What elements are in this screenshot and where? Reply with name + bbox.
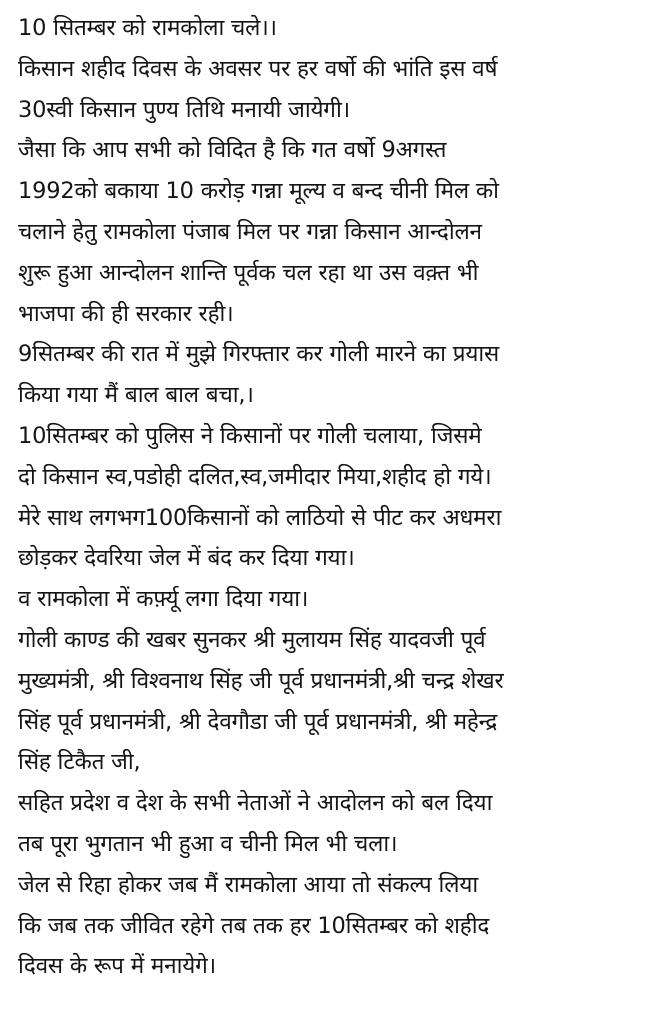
document-body: [18, 8, 642, 987]
text-line: जेल से रिहा होकर जब मैं रामकोला आया तो संकल्प लिया: [18, 871, 479, 898]
text-line: 10 सितम्बर को रामकोला चले।।: [18, 15, 277, 41]
text-line: मेरे साथ लगभग100किसानों को लाठियो से पीट कर अधमरा: [18, 504, 502, 531]
text-line: किसान शहीद दिवस के अवसर पर हर वर्षो की भांति इस वर्ष: [18, 55, 498, 82]
text-line: शुरू हुआ आन्दोलन शान्ति पूर्वक चल रहा था उस वक़्त भी: [18, 259, 479, 286]
text-line: तब पूरा भुगतान भी हुआ व चीनी मिल भी चला।: [18, 830, 398, 857]
text-line: कि जब तक जीवित रहेगे तब तक हर 10सितम्बर को शहीद: [18, 912, 490, 939]
text-line: भाजपा की ही सरकार रही।: [18, 300, 234, 327]
text-line: जैसा कि आप सभी को विदित है कि गत वर्षो 9अगस्त: [18, 137, 447, 164]
text-line: सिंह टिकैत जी,: [18, 749, 141, 776]
text-line: 9सितम्बर की रात में मुझे गिरफ्तार कर गोली मारने का प्रयास: [18, 341, 500, 368]
text-line: छोड़कर देवरिया जेल में बंद कर दिया गया।: [18, 545, 355, 572]
text-line: किया गया मैं बाल बाल बचा,।: [18, 382, 254, 409]
text-line: दिवस के रूप में मनायेगे।: [18, 953, 216, 980]
text-line: सिंह पूर्व प्रधानमंत्री, श्री देवगौडा जी पूर्व प्रधानमंत्री, श्री महेन्द्र: [18, 708, 498, 735]
text-line: व रामकोला में कर्फ़्यू लगा दिया गया।: [18, 586, 309, 613]
text-line: गोली काण्ड की खबर सुनकर श्री मुलायम सिंह यादवजी पूर्व: [18, 626, 486, 653]
text-line: 30स्वी किसान पुण्य तिथि मनायी जायेगी।: [18, 96, 350, 123]
text-line: दो किसान स्व,पडोही दलित,स्व,जमीदार मिया,शहीद हो गये।: [18, 463, 492, 490]
text-line: 10सितम्बर को पुलिस ने किसानों पर गोली चलाया, जिसमे: [18, 422, 482, 449]
text-line: 1992को बकाया 10 करोड़ गन्ना मूल्य व बन्द चीनी मिल को: [18, 178, 499, 205]
text-line: मुख्यमंत्री, श्री विश्वनाथ सिंह जी पूर्व प्रधानमंत्री,श्री चन्द्र शेखर: [18, 667, 504, 694]
text-line: सहित प्रदेश व देश के सभी नेताओं ने आदोलन को बल दिया: [18, 790, 493, 817]
text-line: चलाने हेतु रामकोला पंजाब मिल पर गन्ना किसान आन्दोलन: [18, 218, 482, 245]
